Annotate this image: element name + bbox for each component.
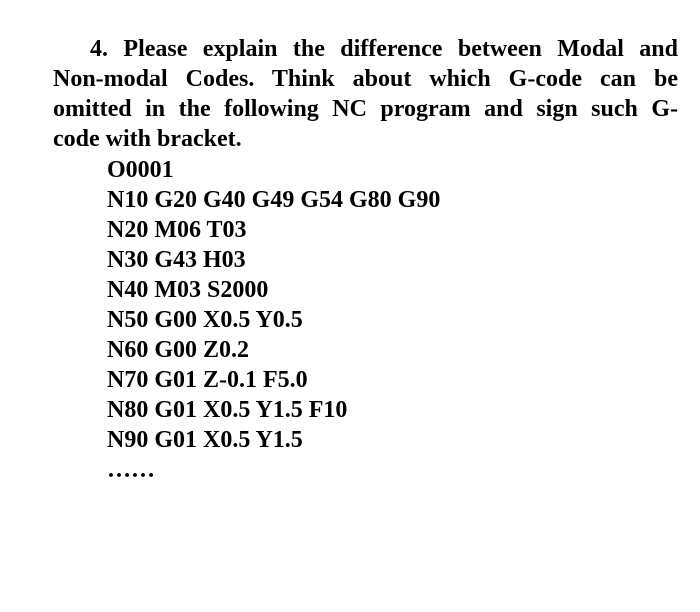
program-block: N10 G20 G40 G49 G54 G80 G90	[107, 187, 441, 213]
question-line: omitted in the following NC program and sign such G-	[53, 96, 678, 122]
question-line: code with bracket.	[53, 126, 242, 152]
program-block: N40 M03 S2000	[107, 277, 269, 303]
nc-program-listing	[107, 155, 440, 485]
program-block: N60 G00 Z0.2	[107, 337, 250, 363]
program-ellipsis: ……	[107, 457, 155, 483]
program-block: N30 G43 H03	[107, 247, 246, 273]
program-block: N20 M06 T03	[107, 217, 247, 243]
program-block: N70 G01 Z-0.1 F5.0	[107, 367, 308, 393]
program-block: N90 G01 X0.5 Y1.5	[107, 427, 303, 453]
program-block: N80 G01 X0.5 Y1.5 F10	[107, 397, 348, 423]
program-block: N50 G00 X0.5 Y0.5	[107, 307, 303, 333]
question-line: 4. Please explain the difference between Modal and	[90, 36, 678, 62]
question-text	[53, 34, 678, 154]
question-line: Non-modal Codes. Think about which G-code can be	[53, 66, 678, 92]
program-number: O0001	[107, 157, 174, 183]
